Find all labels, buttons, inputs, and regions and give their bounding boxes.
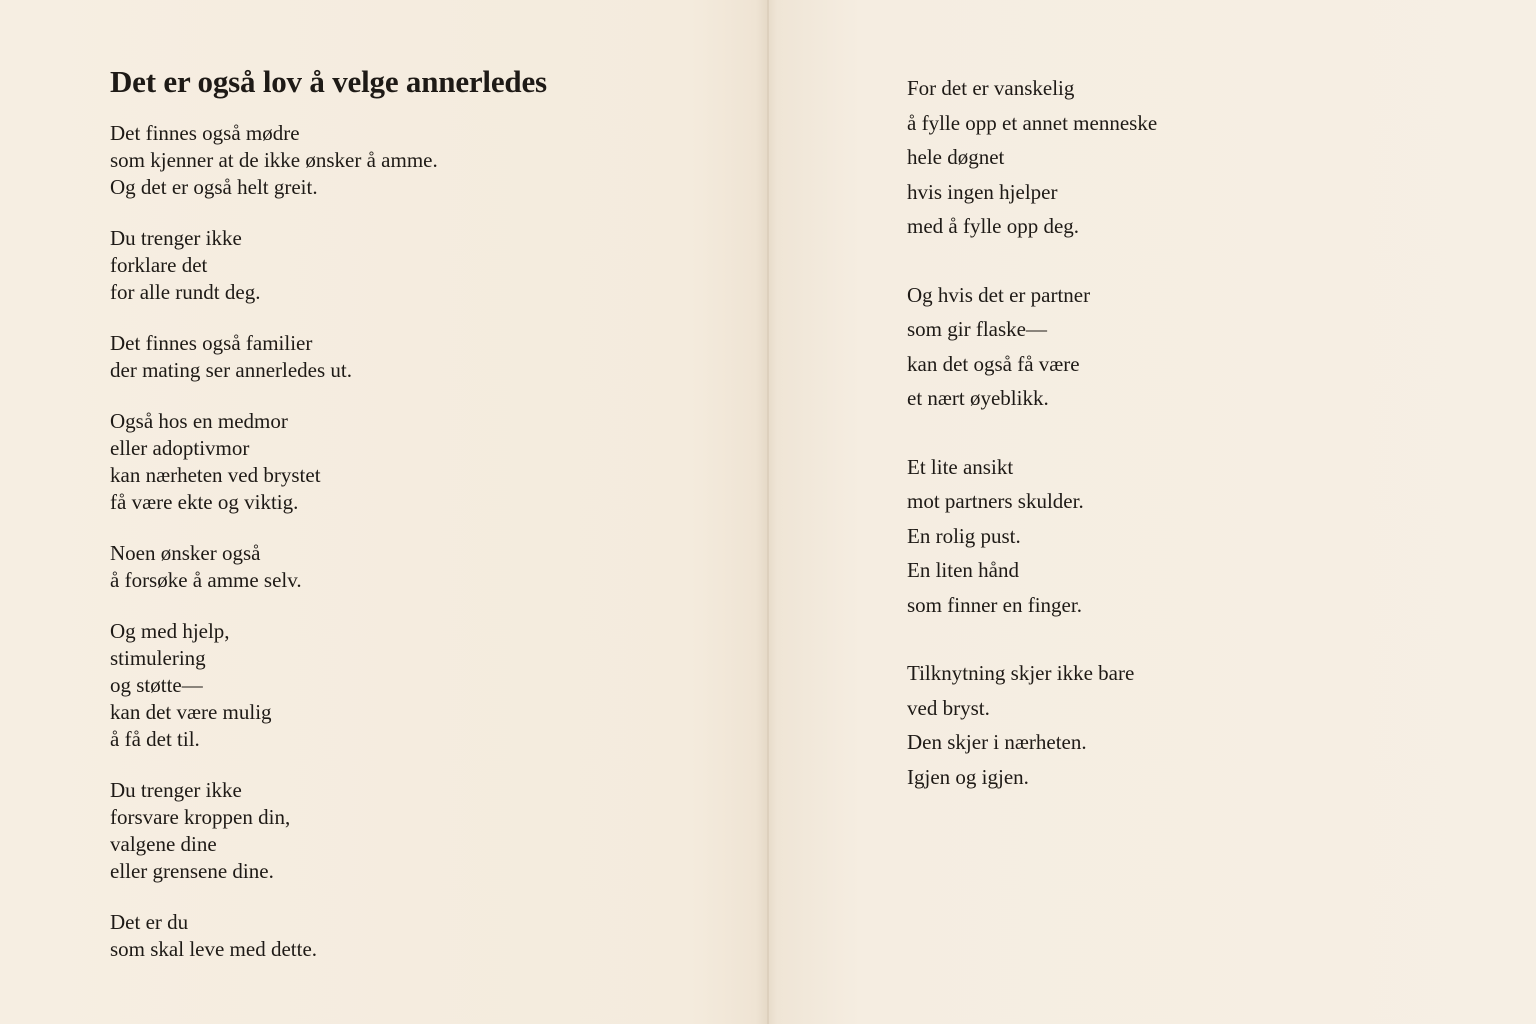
poem-line: Og med hjelp, <box>110 619 230 643</box>
stanza <box>110 120 438 201</box>
poem-line: Et lite ansikt <box>907 454 1014 479</box>
poem-line: få være ekte og viktig. <box>110 490 299 514</box>
poem-line: å forsøke å amme selv. <box>110 568 302 592</box>
poem-line: som gir flaske— <box>907 317 1047 341</box>
poem-line: eller adoptivmor <box>110 436 250 460</box>
poem-line: Du trenger ikke <box>110 778 242 802</box>
poem-line: En rolig pust. <box>907 523 1021 548</box>
poem-line: hele døgnet <box>907 145 1005 169</box>
poem-line: som kjenner at de ikke ønsker å amme. <box>110 148 438 172</box>
stanza <box>110 909 438 963</box>
poem-line: Du trenger ikke <box>110 226 242 250</box>
stanza <box>110 225 438 306</box>
page-title: Det er også lov å velge annerledes <box>110 64 547 99</box>
stanza <box>907 656 1157 794</box>
poem-line: med å fylle opp deg. <box>907 214 1080 238</box>
poem-line: forklare det <box>110 253 208 277</box>
poem-line: Og det er også helt greit. <box>110 175 318 199</box>
poem-line: Og hvis det er partner <box>907 282 1091 307</box>
poem-line: mot partners skulder. <box>907 489 1084 513</box>
stanza <box>907 278 1157 416</box>
poem-line: et nært øyeblikk. <box>907 386 1049 410</box>
poem-line: valgene dine <box>110 832 217 856</box>
stanza <box>907 71 1157 244</box>
poem-line: kan det være mulig <box>110 700 272 724</box>
poem-line: Også hos en medmor <box>110 409 288 433</box>
left-poem <box>110 120 438 987</box>
right-poem <box>907 71 1157 828</box>
right-page <box>769 0 1536 1024</box>
stanza <box>110 618 438 753</box>
poem-line: eller grensene dine. <box>110 859 274 883</box>
poem-line: Noen ønsker også <box>110 541 261 565</box>
poem-line: Det finnes også familier <box>110 331 313 355</box>
poem-line: som skal leve med dette. <box>110 937 318 961</box>
stanza <box>110 777 438 885</box>
poem-line: ved bryst. <box>907 695 990 720</box>
stanza <box>110 330 438 384</box>
poem-line: og støtte— <box>110 673 203 697</box>
poem-line: Den skjer i nærheten. <box>907 730 1087 754</box>
poem-line: for alle rundt deg. <box>110 280 261 304</box>
stanza <box>110 408 438 516</box>
stanza <box>907 450 1157 623</box>
stanza <box>110 540 438 594</box>
poem-line: For det er vanskelig <box>907 76 1075 100</box>
poem-line: som finner en finger. <box>907 592 1082 617</box>
poem-line: Tilknytning skjer ikke bare <box>907 661 1135 685</box>
poem-line: å få det til. <box>110 727 200 751</box>
poem-line: der mating ser annerledes ut. <box>110 358 352 382</box>
poem-line: Igjen og igjen. <box>907 764 1029 789</box>
poem-line: forsvare kroppen din, <box>110 805 291 829</box>
poem-line: kan det også få være <box>907 351 1080 376</box>
poem-line: kan nærheten ved brystet <box>110 463 321 487</box>
poem-line: å fylle opp et annet menneske <box>907 110 1158 135</box>
left-page <box>0 0 767 1024</box>
poem-line: Det er du <box>110 910 189 934</box>
poem-line: stimulering <box>110 646 206 670</box>
poem-line: hvis ingen hjelper <box>907 179 1058 204</box>
poem-line: En liten hånd <box>907 558 1019 582</box>
poem-line: Det finnes også mødre <box>110 121 300 145</box>
